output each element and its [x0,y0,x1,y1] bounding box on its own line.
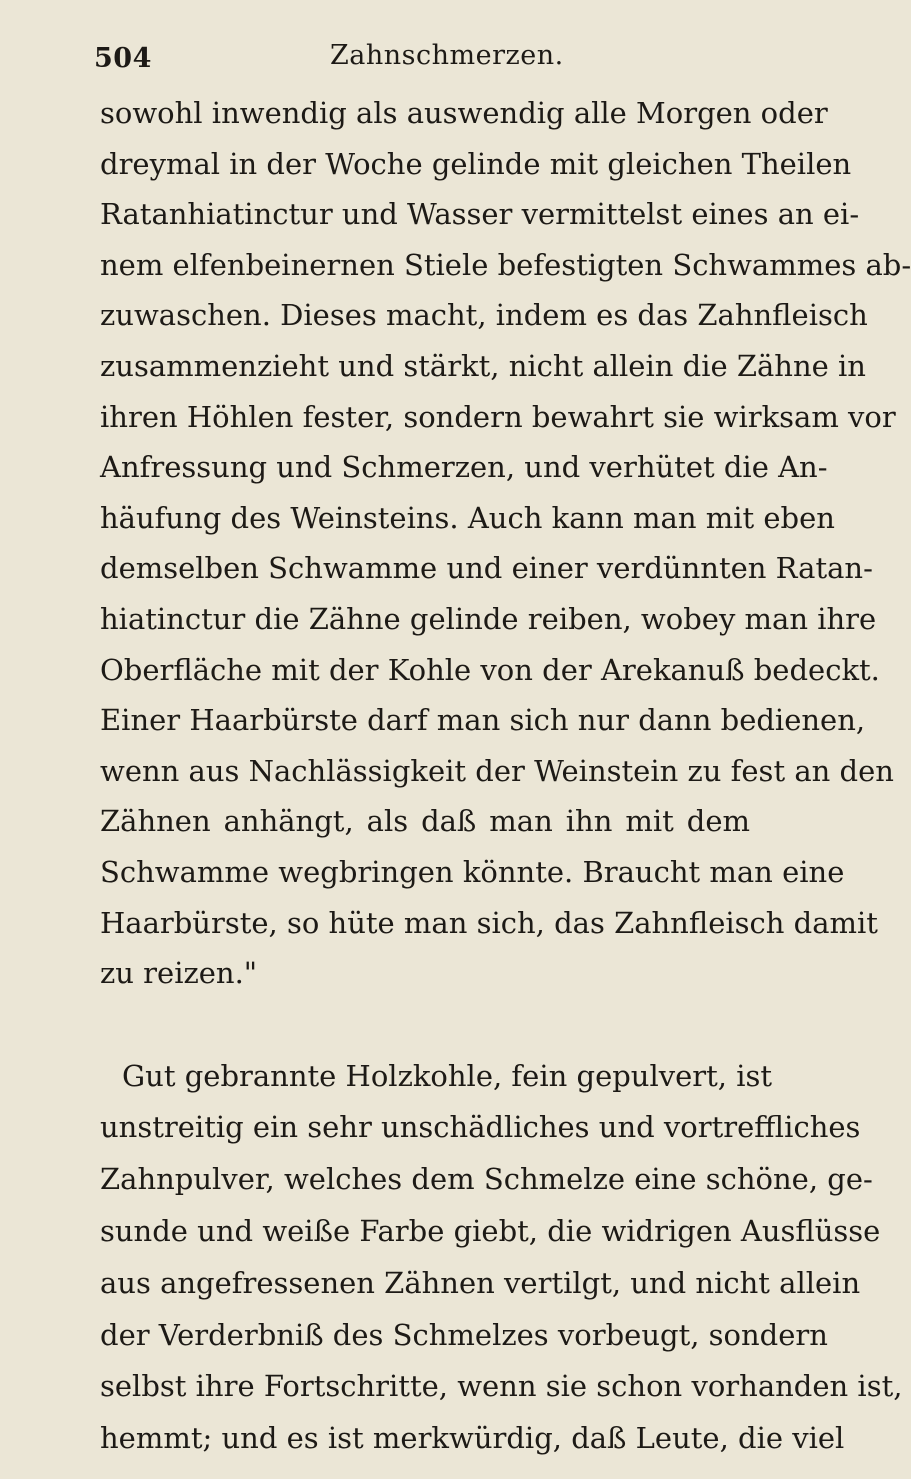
text-line: Ratanhiatinctur und Wasser vermittelst eines an ei- [100,197,860,232]
text-line: zusammenzieht und stärkt, nicht allein die Zähne in [100,348,866,383]
paragraph [100,1051,903,1465]
text-line: Anfressung und Schmerzen, und verhütet die An- [100,450,828,485]
text-line: demselben Schwamme und einer verdünnten Ratan- [100,551,873,586]
text-line: ihren Höhlen fester, sondern bewahrt sie wirksam vor [100,399,896,434]
text-line: nem elfenbeinernen Stiele befestigten Schwammes ab- [100,247,911,282]
text-line: aus angefressenen Zähnen vertilgt, und nicht allein [100,1265,861,1300]
text-line: Oberfläche mit der Kohle von der Arekanuß bedeckt. [100,652,880,687]
paragraph-gap [100,999,750,1051]
page-header [92,18,732,78]
text-line: sunde und weiße Farbe giebt, die widrigen Ausflüsse [100,1214,881,1249]
text-line: Zahnpulver, welches dem Schmelze eine schöne, ge- [100,1162,873,1197]
text-line: hemmt; und es ist merkwürdig, daß Leute, die viel [100,1421,845,1456]
text-line: hiatinctur die Zähne gelinde reiben, wobey man ihre [100,601,877,636]
text-line: der Verderbniß des Schmelzes vorbeugt, sondern [100,1317,828,1352]
text-line: Zähnen anhängt, als daß man ihn mit dem [100,804,750,839]
text-line: Schwamme wegbringen könnte. Braucht man eine [100,854,845,889]
page-number: 504 [94,43,152,74]
text-line: häufung des Weinsteins. Auch kann man mit eben [100,500,835,535]
text-line: unstreitig ein sehr unschädliches und vortreffliches [100,1110,861,1145]
text-line: Einer Haarbürste darf man sich nur dann bedienen, [100,703,866,738]
text-line: dreymal in der Woche gelinde mit gleichen Theilen [100,146,852,181]
body-text [100,88,911,1465]
paragraph [100,88,911,999]
running-head: Zahnschmerzen. [330,40,564,71]
text-line: selbst ihre Fortschritte, wenn sie schon vorhanden ist, [100,1369,903,1404]
text-line: wenn aus Nachlässigkeit der Weinstein zu fest an den [100,753,894,788]
text-line: Haarbürste, so hüte man sich, das Zahnfleisch damit [100,905,878,940]
text-line: zu reizen." [100,956,258,991]
text-line: Gut gebrannte Holzkohle, fein gepulvert, ist [122,1058,773,1093]
text-line: sowohl inwendig als auswendig alle Morgen oder [100,96,828,130]
text-line: zuwaschen. Dieses macht, indem es das Zahnfleisch [100,298,868,333]
